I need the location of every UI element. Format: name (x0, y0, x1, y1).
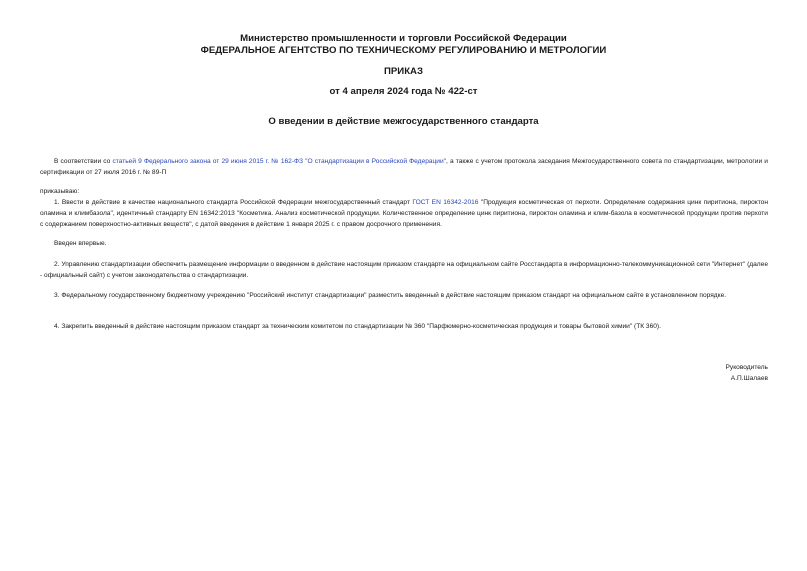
introduced-first-note: Введен впервые. (54, 240, 107, 247)
orders-label: приказываю: (40, 188, 80, 195)
agency-heading: ФЕДЕРАЛЬНОЕ АГЕНТСТВО ПО ТЕХНИЧЕСКОМУ РЕГУЛИРОВАНИЮ И МЕТРОЛОГИИ (200, 45, 607, 56)
item-2-paragraph: 2. Управлению стандартизации обеспечить размещение информации о введенном в действие настоящим приказом стандарте на официальном сайте Росстандарта в информационно-телекоммуникационной сети "Интернет" (далее - официальный сайт) с учетом законодательства о стандартизации. (40, 261, 768, 279)
signature-role: Руководитель (725, 364, 768, 371)
law-link[interactable]: статьей 9 Федерального закона от 29 июня 2015 г. № 162-ФЗ "О стандартизации в Российской Федерации" (112, 158, 447, 165)
ministry-heading: Министерство промышленности и торговли Российской Федерации (240, 33, 567, 44)
page-title: О введении в действие межгосударственного стандарта (268, 116, 539, 127)
preamble-paragraph (40, 156, 768, 178)
preamble-prefix: В соответствии со (54, 158, 113, 165)
signature-name: А.П.Шалаев (730, 375, 768, 382)
item-1-prefix: 1. Ввести в действие в качестве национального стандарта Российской Федерации межгосударственный стандарт (54, 199, 413, 206)
item-3-paragraph: 3. Федеральному государственному бюджетному учреждению "Российский институт стандартизации" разместить введенный в действие настоящим приказом стандарт на официальном сайте в установленном порядке. (54, 292, 727, 299)
date-number-heading: от 4 апреля 2024 года № 422-ст (329, 86, 478, 97)
item-1-paragraph (40, 197, 768, 230)
gost-link[interactable]: ГОСТ EN 16342-2016 (412, 199, 479, 206)
item-4-paragraph: 4. Закрепить введенный в действие настоящим приказом стандарт за техническим комитетом по стандартизации № 360 "Парфюмерно-косметическая продукция и товары бытовой химии" (ТК 360). (54, 323, 661, 330)
item-1-suffix: "Продукция косметическая от перхоти. Определение содержания цинк пиритиона, пироктон оламина и климбазола", идентичный стандарту EN 16342:2013 "Косметика. Анализ косметической продукции. Количественное определение цинк пиритиона, пироктон оламина и клим-базола в косметической продукции против перхоти с содержанием поверхностно-активных веществ", с датой введения в действие 1 января 2025 г. с правом досрочного применения. (40, 199, 768, 228)
doc-type-heading: ПРИКАЗ (384, 66, 423, 77)
preamble-suffix: , а также с учетом протокола заседания Межгосударственного совета по стандартизации, метрологии и сертификации от 27 июля 2016 г. № 89-П (40, 158, 768, 176)
